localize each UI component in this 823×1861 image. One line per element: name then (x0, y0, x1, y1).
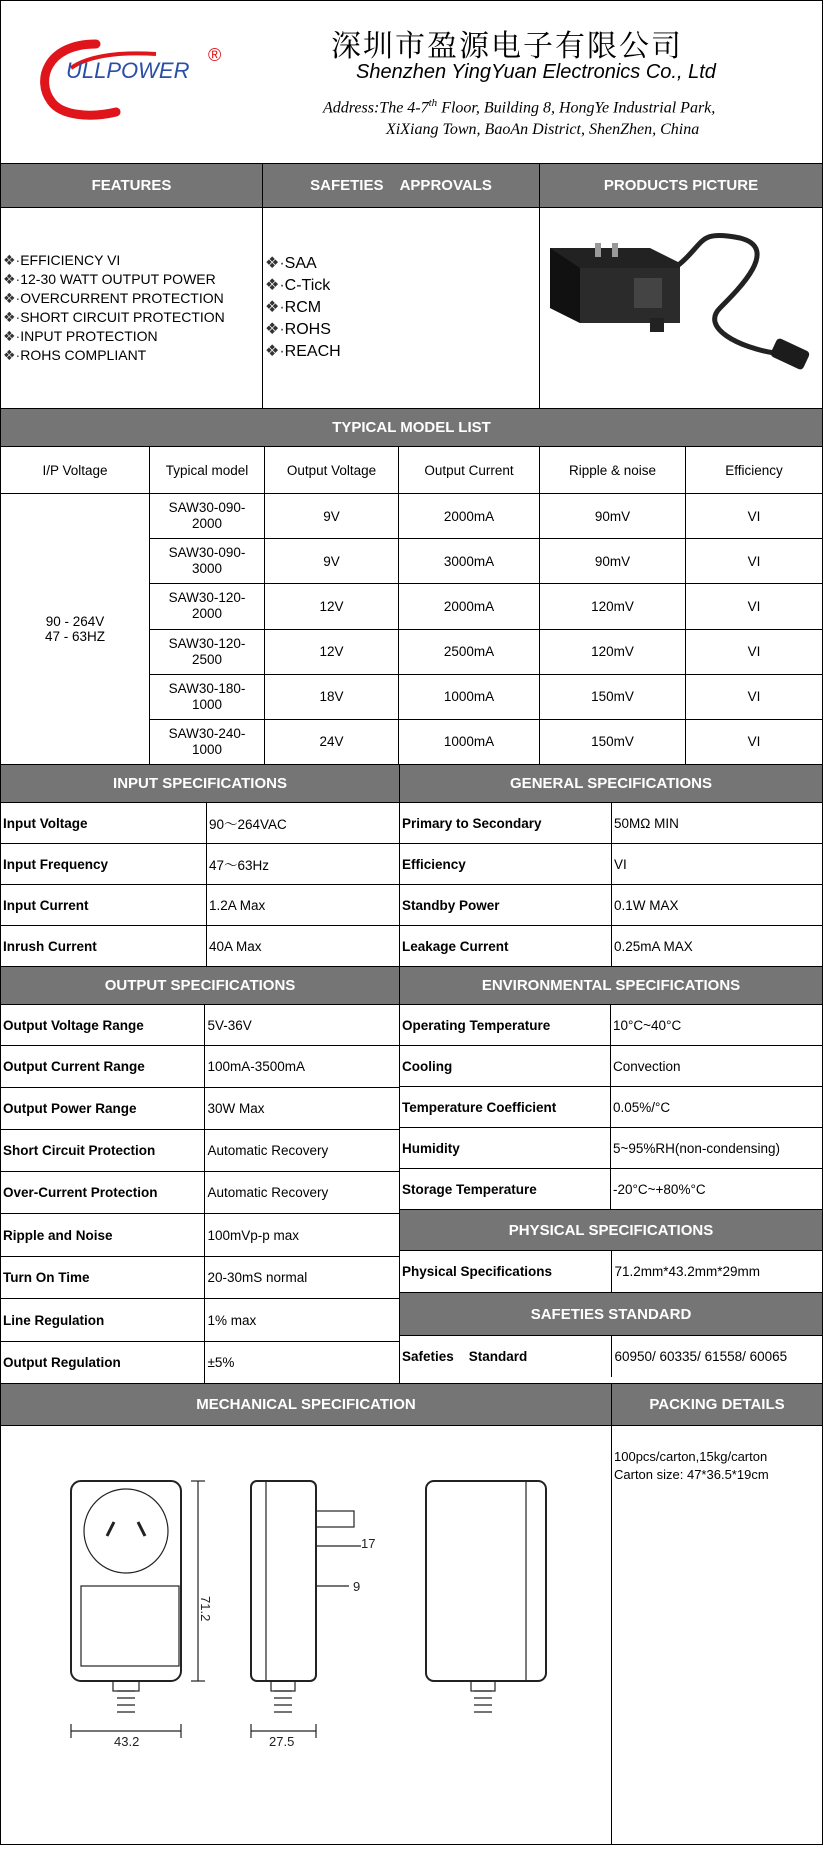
model-name-part1: SAW30-120- (168, 635, 246, 651)
output-current-cell: 1000mA (399, 675, 540, 719)
feature-item (3, 346, 262, 365)
bullet-icon: ❖· (3, 347, 21, 363)
bullet-icon: ❖· (3, 309, 21, 325)
physical-spec-label: Physical Specifications (400, 1251, 612, 1292)
output-spec-label: Short Circuit Protection (1, 1130, 205, 1171)
output-spec-row (1, 1046, 399, 1088)
height-dimension: 71.2 (198, 1596, 213, 1622)
safety-item (265, 253, 539, 275)
features-header-row (1, 164, 822, 208)
ip-voltage-range: 90 - 264V (45, 614, 105, 629)
output-spec-label: Turn On Time (1, 1257, 205, 1298)
logo-reg-mark: ® (208, 45, 222, 65)
address-line-1 (323, 97, 715, 117)
company-name-en: Shenzhen YingYuan Electronics Co., Ltd (356, 61, 716, 83)
address-rest: Floor, Building 8, HongYe Industrial Park, (437, 99, 716, 117)
logo-text: ULLPOWER (66, 58, 190, 83)
output-current-cell: 2500mA (399, 630, 540, 674)
safety-item (265, 319, 539, 341)
output-current-cell: 1000mA (399, 720, 540, 764)
bullet-icon: ❖· (3, 252, 21, 268)
ripple-cell: 90mV (540, 494, 686, 538)
model-name-part2: 2000 (191, 606, 223, 622)
general-spec-header: GENERAL SPECIFICATIONS (400, 765, 822, 802)
env-spec-label: Cooling (400, 1046, 611, 1086)
feature-item (3, 251, 262, 270)
env-spec-row (400, 1005, 822, 1046)
env-spec-row (400, 1169, 822, 1210)
safeties-standard-header: SAFETIES STANDARD (400, 1293, 822, 1336)
width-dimension: 43.2 (114, 1734, 140, 1749)
efficiency-cell: VI (747, 553, 761, 569)
model-name-cell (150, 675, 265, 719)
env-spec-label: Temperature Coefficient (400, 1087, 611, 1127)
ripple-cell: 150mV (540, 675, 686, 719)
power-adapter-image (540, 208, 822, 408)
company-name-cn: 深圳市盈源电子有限公司 (331, 29, 683, 64)
env-spec-header: ENVIRONMENTAL SPECIFICATIONS (400, 967, 822, 1004)
col-ripple: Ripple & noise (540, 447, 686, 493)
model-list-header: TYPICAL MODEL LIST (1, 409, 822, 446)
general-spec-label: Leakage Current (400, 926, 612, 966)
efficiency-cell: VI (747, 689, 761, 705)
input-general-rows (1, 803, 822, 967)
bullet-icon: ❖· (265, 255, 285, 272)
packing-line-1: 100pcs/carton,15kg/carton (614, 1449, 768, 1464)
col-ip-voltage: I/P Voltage (1, 447, 150, 493)
bullet-icon: ❖· (265, 277, 285, 294)
general-spec-value: 50MΩ MIN (614, 815, 679, 831)
env-spec-value: 0.05%/°C (613, 1099, 671, 1115)
output-spec-label: Output Regulation (1, 1342, 205, 1383)
env-spec-rows (400, 1005, 822, 1210)
output-current-cell: 2000mA (399, 584, 540, 628)
mechanical-header-row (1, 1384, 822, 1426)
picture-header: PRODUCTS PICTURE (540, 164, 822, 207)
feature-text: SHORT CIRCUIT PROTECTION (20, 309, 225, 325)
right-spec-column (400, 1005, 822, 1383)
spec-row (1, 926, 822, 967)
safety-text: ROHS (284, 321, 331, 338)
feature-text: 12-30 WATT OUTPUT POWER (20, 271, 216, 287)
output-voltage-cell: 12V (265, 584, 399, 628)
feature-text: ROHS COMPLIANT (20, 347, 147, 363)
model-rows (150, 494, 822, 764)
physical-spec-value: 71.2mm*43.2mm*29mm (614, 1264, 761, 1279)
dimension-drawing (1, 1426, 612, 1844)
env-spec-row (400, 1087, 822, 1128)
general-spec-value: 0.1W MAX (614, 897, 679, 913)
output-spec-value: 20-30mS normal (207, 1270, 308, 1285)
input-spec-label: Input Current (1, 885, 207, 925)
env-spec-value: 10°C~40°C (613, 1017, 682, 1033)
ripple-cell: 120mV (540, 630, 686, 674)
safety-item (265, 275, 539, 297)
output-spec-value: 5V-36V (207, 1017, 252, 1033)
env-spec-label: Operating Temperature (400, 1005, 611, 1045)
mechanical-header: MECHANICAL SPECIFICATION (1, 1384, 612, 1425)
address-prefix: Address:The 4-7 (323, 99, 429, 117)
features-list (1, 208, 263, 408)
output-spec-label: Over-Current Protection (1, 1172, 205, 1213)
physical-spec-header: PHYSICAL SPECIFICATIONS (400, 1210, 822, 1251)
output-spec-value: Automatic Recovery (207, 1143, 329, 1158)
output-spec-row (1, 1088, 399, 1130)
safeties-standard-value: 60950/ 60335/ 61558/ 60065 (614, 1349, 788, 1364)
input-spec-label: Input Voltage (1, 803, 207, 843)
safeties-standard-row (400, 1336, 822, 1377)
model-name-cell (150, 494, 265, 538)
feature-item (3, 308, 262, 327)
output-spec-row (1, 1342, 399, 1383)
env-spec-label: Humidity (400, 1128, 611, 1168)
mechanical-drawing (1, 1426, 612, 1844)
general-spec-value: 0.25mA MAX (614, 938, 693, 954)
env-spec-value: 5~95%RH(non-condensing) (613, 1140, 780, 1156)
physical-spec-row (400, 1251, 822, 1293)
env-spec-label: Storage Temperature (400, 1169, 611, 1209)
model-row (150, 675, 822, 720)
col-output-current: Output Current (399, 447, 540, 493)
model-name-cell (150, 630, 265, 674)
product-picture (540, 208, 822, 408)
input-spec-value: 40A Max (207, 926, 400, 966)
spec-row (1, 844, 822, 885)
bullet-icon: ❖· (3, 290, 21, 306)
input-spec-label: Input Frequency (1, 844, 207, 884)
output-spec-label: Output Current Range (1, 1046, 205, 1087)
output-spec-label: Output Power Range (1, 1088, 205, 1129)
output-voltage-cell: 18V (265, 675, 399, 719)
output-spec-row (1, 1130, 399, 1172)
output-voltage-cell: 12V (265, 630, 399, 674)
model-table-head (1, 447, 822, 494)
model-name-part2: 2000 (191, 516, 223, 532)
company-logo (36, 36, 236, 121)
packing-line-2: Carton size: 47*36.5*19cm (614, 1467, 769, 1482)
general-spec-label: Standby Power (400, 885, 612, 925)
output-current-cell: 3000mA (399, 539, 540, 583)
col-typical-model: Typical model (150, 447, 265, 493)
output-spec-value: 100mA-3500mA (207, 1059, 306, 1074)
bullet-icon: ❖· (265, 343, 285, 360)
output-spec-row (1, 1172, 399, 1214)
feature-item (3, 327, 262, 346)
input-spec-value: 1.2A Max (207, 885, 400, 925)
safety-text: C-Tick (284, 277, 331, 294)
bullet-icon: ❖· (265, 321, 285, 338)
output-voltage-cell: 24V (265, 720, 399, 764)
model-row (150, 630, 822, 675)
env-spec-row (400, 1046, 822, 1087)
model-row (150, 539, 822, 584)
ip-frequency-range: 47 - 63HZ (44, 629, 106, 644)
model-name-part1: SAW30-090- (168, 500, 246, 516)
safety-text: SAA (284, 255, 317, 272)
env-spec-value: Convection (613, 1058, 681, 1074)
base-dimension: 9 (353, 1579, 361, 1594)
output-spec-label: Line Regulation (1, 1299, 205, 1341)
feature-text: EFFICIENCY VI (20, 252, 121, 268)
model-name-cell (150, 584, 265, 628)
output-spec-label: Output Voltage Range (1, 1005, 205, 1045)
mechanical-body (1, 1426, 822, 1844)
input-spec-header: INPUT SPECIFICATIONS (1, 765, 400, 802)
address-line-2: XiXiang Town, BaoAn District, ShenZhen, China (386, 121, 700, 138)
safeties-list (263, 208, 540, 408)
features-header: FEATURES (1, 164, 263, 207)
input-spec-value: 47～63Hz (207, 844, 400, 884)
packing-header: PACKING DETAILS (612, 1384, 822, 1425)
col-output-voltage: Output Voltage (265, 447, 399, 493)
model-name-part2: 1000 (191, 696, 223, 712)
safety-text: RCM (284, 299, 322, 316)
model-row (150, 584, 822, 629)
output-env-header-row (1, 967, 822, 1005)
safety-text: REACH (284, 343, 341, 360)
model-list-header-row (1, 409, 822, 447)
model-name-part1: SAW30-090- (168, 545, 246, 561)
output-spec-value: 30W Max (207, 1101, 265, 1116)
features-body-row (1, 208, 822, 409)
col-efficiency: Efficiency (725, 462, 783, 478)
model-name-part2: 3000 (191, 561, 223, 577)
model-table-body (1, 494, 822, 765)
output-spec-value: 1% max (207, 1312, 257, 1328)
efficiency-cell: VI (747, 644, 761, 660)
spec-row (1, 803, 822, 844)
env-spec-row (400, 1128, 822, 1169)
feature-text: OVERCURRENT PROTECTION (20, 290, 224, 306)
model-name-cell (150, 539, 265, 583)
depth-dimension: 27.5 (269, 1734, 295, 1749)
model-name-part1: SAW30-240- (168, 725, 246, 741)
model-name-part2: 1000 (191, 741, 223, 757)
model-row (150, 494, 822, 539)
output-voltage-cell: 9V (265, 494, 399, 538)
output-spec-value: 100mVp-p max (207, 1227, 300, 1243)
efficiency-cell: VI (747, 598, 761, 614)
general-spec-label: Efficiency (400, 844, 612, 884)
efficiency-cell: VI (747, 508, 761, 524)
output-spec-header: OUTPUT SPECIFICATIONS (1, 967, 400, 1004)
ripple-cell: 90mV (540, 539, 686, 583)
efficiency-cell: VI (747, 734, 761, 750)
output-spec-row (1, 1214, 399, 1257)
output-spec-row (1, 1257, 399, 1299)
model-name-part1: SAW30-180- (168, 680, 246, 696)
packing-details (612, 1426, 822, 1844)
feature-text: INPUT PROTECTION (20, 328, 158, 344)
output-spec-value: ±5% (207, 1355, 235, 1370)
pin-dimension: 17 (361, 1536, 376, 1551)
spec-row (1, 885, 822, 926)
output-spec-label: Ripple and Noise (1, 1214, 205, 1256)
bullet-icon: ❖· (3, 328, 21, 344)
feature-item (3, 289, 262, 308)
input-general-header-row (1, 765, 822, 803)
feature-item (3, 270, 262, 289)
ripple-cell: 150mV (540, 720, 686, 764)
safety-item (265, 297, 539, 319)
output-spec-row (1, 1005, 399, 1046)
ip-voltage-cell (1, 494, 150, 764)
safeties-standard-label: Safeties Standard (400, 1336, 612, 1377)
output-spec-value: Automatic Recovery (207, 1185, 329, 1200)
safety-item (265, 341, 539, 363)
model-name-part1: SAW30-120- (168, 590, 246, 606)
bullet-icon: ❖· (265, 299, 285, 316)
env-spec-value: -20°C~+80%°C (613, 1181, 706, 1197)
model-name-cell (150, 720, 265, 764)
company-header (1, 1, 822, 164)
model-row (150, 720, 822, 764)
ripple-cell: 120mV (540, 584, 686, 628)
output-spec-column (1, 1005, 400, 1383)
input-spec-label: Inrush Current (1, 926, 207, 966)
address-sup: th (428, 97, 438, 109)
output-voltage-cell: 9V (265, 539, 399, 583)
safeties-header: SAFETIES APPROVALS (263, 164, 540, 207)
general-spec-label: Primary to Secondary (400, 803, 612, 843)
input-spec-value: 90～264VAC (207, 803, 400, 843)
general-spec-value: VI (614, 856, 627, 872)
output-current-cell: 2000mA (399, 494, 540, 538)
output-spec-row (1, 1299, 399, 1342)
model-name-part2: 2500 (191, 651, 223, 667)
output-env-block (1, 1005, 822, 1384)
bullet-icon: ❖· (3, 271, 21, 287)
